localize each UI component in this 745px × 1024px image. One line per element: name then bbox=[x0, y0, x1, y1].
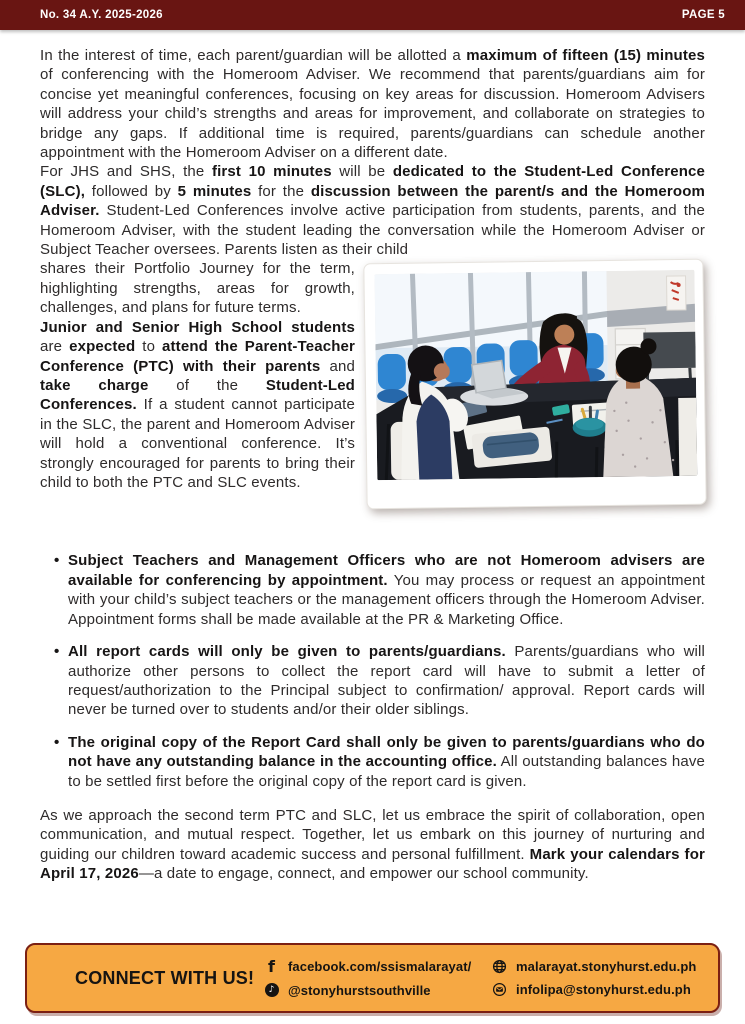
social-column bbox=[263, 956, 491, 998]
page-body bbox=[0, 30, 745, 884]
email-address: infolipa@stonyhurst.edu.ph bbox=[516, 982, 691, 997]
list-item-appointments: • Subject Teachers and Management Officers who are not Homeroom advisers are available for conferencing by appointment. You may process or request an appointment with your child’s subject teachers or the management officers through the Homeroom Adviser. Appointment forms shall be made available at the PR & Marketing Office. bbox=[68, 551, 705, 629]
paragraph-closing: As we approach the second term PTC and SLC, let us embrace the spirit of collaboration, open communication, and mutual respect. Together, let us embark on this journey of nurturing and guiding our children toward academic success and personal fulfillment. Mark your calendars for April 17, 2026—a date to engage, connect, and empower our school community. bbox=[40, 806, 705, 883]
tiktok-handle: @stonyhurstsouthville bbox=[288, 982, 431, 998]
website-url: malarayat.stonyhurst.edu.ph bbox=[516, 959, 697, 974]
connect-bar bbox=[25, 943, 720, 1013]
paragraph-slc-structure: For JHS and SHS, the first 10 minutes will be dedicated to the Student-Led Conference (SLC), followed by 5 minutes for the discussion between the parent/s and the Homeroom Adviser. Student-Led Conferences involve active participation from students, parents, and the Homeroom Adviser, with the student leading the conversation while the Homeroom Adviser or Subject Teacher oversees. Parents listen as their child bbox=[40, 163, 705, 259]
facebook-link[interactable] bbox=[263, 956, 491, 976]
connect-title: CONNECT WITH US! bbox=[75, 967, 255, 988]
contact-column bbox=[491, 959, 696, 997]
conference-photo-illustration bbox=[374, 270, 697, 480]
tiktok-link[interactable] bbox=[263, 983, 491, 998]
page-number: PAGE 5 bbox=[681, 9, 725, 21]
page-header bbox=[0, 0, 745, 30]
policy-list bbox=[40, 551, 705, 790]
email-icon bbox=[491, 982, 508, 997]
paragraph-allotted-time: In the interest of time, each parent/guardian will be allotted a maximum of fifteen (15) minutes of conferencing with the Homeroom Adviser. We recommend that parents/guardians aim for concise yet meaningful conferences, focusing on key areas for discussion. Homeroom Advisers will address your child’s strengths and areas for improvement, and collaborate on strategies to bridge any gaps. If additional time is required, parents/guardians can schedule another appointment with the Homeroom Adviser on a different date. bbox=[40, 47, 705, 162]
paragraph-jhs-shs-expectations: Junior and Senior High School students are expected to attend the Parent-Teacher Conference (PTC) with their parents and take charge of the Student-Led Conferences. If a student cannot participate in the SLC, the parent and Homeroom Adviser will hold a conventional conference. It’s strongly encouraged for parents to bring their child to both the PTC and SLC events. bbox=[40, 318, 356, 491]
website-link[interactable] bbox=[491, 959, 696, 974]
facebook-handle: facebook.com/ssismalarayat/ bbox=[288, 959, 472, 974]
issue-number: No. 34 A.Y. 2025-2026 bbox=[40, 9, 163, 21]
paragraph-portfolio-journey: shares their Portfolio Journey for the term, highlighting strengths, areas for growth, challenges, and plans for future terms. bbox=[40, 260, 355, 317]
email-link[interactable] bbox=[491, 982, 696, 997]
tiktok-icon: ♪ bbox=[263, 983, 280, 997]
ptc-photo bbox=[363, 259, 706, 510]
list-item-outstanding-balance: • The original copy of the Report Card shall only be given to parents/guardians who do not have any outstanding balance in the accounting office. All outstanding balances have to be settled first before the original copy of the report card is given. bbox=[68, 733, 705, 791]
globe-icon bbox=[491, 959, 508, 974]
facebook-icon: f bbox=[267, 956, 276, 976]
photo-wrap-section bbox=[40, 259, 705, 531]
list-item-report-cards: • All report cards will only be given to parents/guardians. Parents/guardians who will authorize other persons to collect the report card will have to submit a letter of request/authorization to the Principal subject to confirmation/ approval. Report cards will never be turned over to students and/or their older siblings. bbox=[68, 642, 705, 720]
